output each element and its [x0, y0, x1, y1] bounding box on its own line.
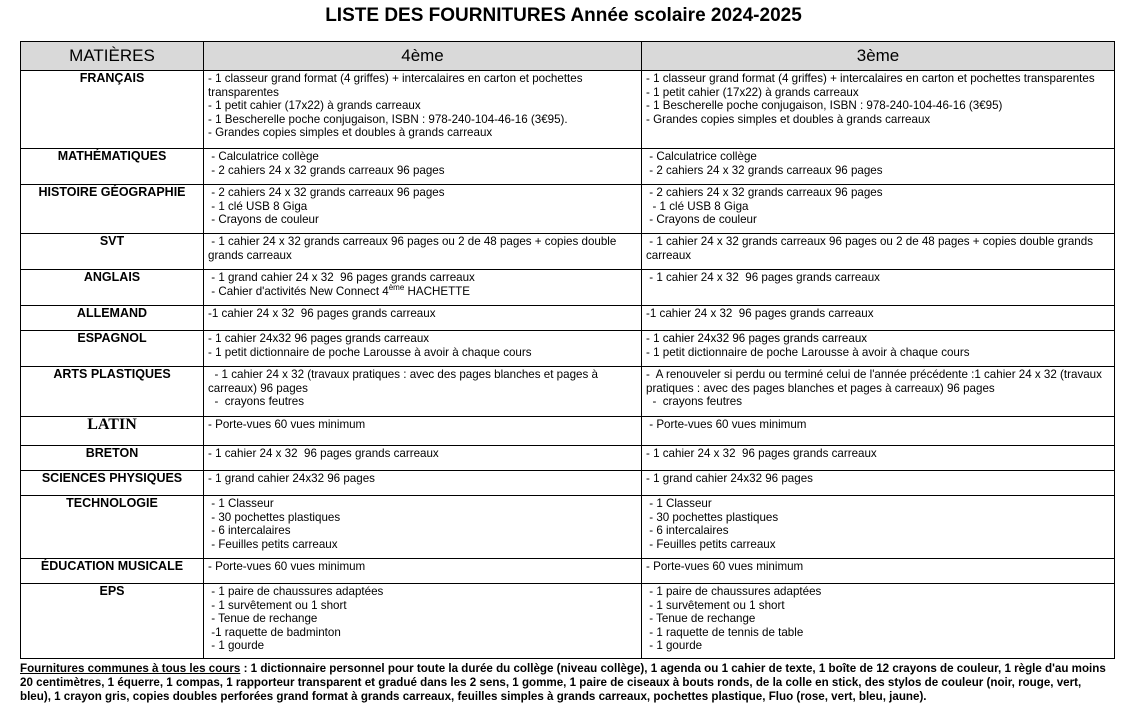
supply-line: - 1 grand cahier 24 x 32 96 pages grands carreaux [208, 271, 475, 284]
supplies-4eme-cell [204, 185, 642, 234]
supplies-3eme-cell [642, 185, 1115, 234]
subject-cell: ALLEMAND [21, 306, 204, 331]
supply-line: - 1 cahier 24 x 32 96 pages grands carreaux [646, 271, 880, 284]
supplies-3eme-cell [642, 149, 1115, 185]
supplies-3eme-cell [642, 270, 1115, 306]
supply-line: - 6 intercalaires [646, 524, 729, 538]
table-row [21, 496, 1115, 559]
supplies-4eme-cell [204, 417, 642, 446]
superscript-text: ème [388, 282, 405, 292]
supply-line: - 1 cahier 24 x 32 96 pages grands carreaux [646, 447, 877, 460]
supply-line: - 1 petit dictionnaire de poche Larousse à avoir à chaque cours [646, 345, 970, 359]
supplies-4eme-cell [204, 446, 642, 471]
table-row [21, 306, 1115, 331]
supply-line: - 1 Classeur [646, 497, 712, 510]
supply-line: - Crayons de couleur [646, 213, 757, 227]
subject-cell: EPS [21, 584, 204, 659]
supply-line: - Porte-vues 60 vues minimum [646, 560, 804, 573]
supply-line: - 1 clé USB 8 Giga [646, 199, 749, 213]
supply-line: - crayons feutres [646, 395, 743, 409]
common-supplies-note [20, 662, 1114, 704]
supplies-4eme-cell [204, 270, 642, 306]
supply-line: - 1 Bescherelle poche conjugaison, ISBN : 978-240-104-46-16 (3€95). [208, 112, 568, 126]
supply-line: - 1 cahier 24 x 32 96 pages grands carreaux [208, 447, 439, 460]
supplies-3eme-cell [642, 496, 1115, 559]
supplies-3eme-cell [642, 471, 1115, 496]
supply-line: - 1 survêtement ou 1 short [208, 598, 347, 612]
supply-line: - 1 survêtement ou 1 short [646, 598, 785, 612]
supply-line: - Feuilles petits carreaux [646, 537, 776, 551]
supply-line: - 1 petit cahier (17x22) à grands carreaux [646, 85, 859, 99]
supplies-3eme-cell [642, 584, 1115, 659]
supply-line: - 1 cahier 24x32 96 pages grands carreaux [208, 332, 430, 345]
table-row [21, 446, 1115, 471]
supplies-4eme-cell [204, 367, 642, 417]
supply-line: - Porte-vues 60 vues minimum [646, 418, 807, 431]
subject-cell: SCIENCES PHYSIQUES [21, 471, 204, 496]
supply-line: - 30 pochettes plastiques [208, 510, 341, 524]
table-row [21, 331, 1115, 367]
table-row [21, 149, 1115, 185]
supply-line: - 2 cahiers 24 x 32 grands carreaux 96 pages [646, 186, 883, 199]
header-4eme: 4ème [204, 42, 642, 71]
supplies-4eme-cell [204, 306, 642, 331]
supply-line: - 2 cahiers 24 x 32 grands carreaux 96 pages [646, 163, 883, 177]
supply-line: - Feuilles petits carreaux [208, 537, 338, 551]
table-row [21, 559, 1115, 584]
table-header-row [21, 42, 1115, 71]
supply-line: -1 raquette de badminton [208, 625, 341, 639]
supply-line: - 1 petit dictionnaire de poche Larousse à avoir à chaque cours [208, 345, 532, 359]
supply-line: - 1 cahier 24 x 32 grands carreaux 96 pages ou 2 de 48 pages + copies double grands carreaux [646, 235, 1097, 262]
supply-line: - 1 cahier 24 x 32 grands carreaux 96 pages ou 2 de 48 pages + copies double grands carreaux [208, 235, 620, 262]
supply-line: - 30 pochettes plastiques [646, 510, 779, 524]
supply-line: - Porte-vues 60 vues minimum [208, 560, 366, 573]
supplies-3eme-cell [642, 367, 1115, 417]
supply-line: - 1 clé USB 8 Giga [208, 199, 308, 213]
supply-line: - 1 paire de chaussures adaptées [646, 585, 822, 598]
supply-line: -1 cahier 24 x 32 96 pages grands carreaux [208, 307, 436, 320]
subject-cell: LATIN [21, 417, 204, 446]
supplies-3eme-cell [642, 331, 1115, 367]
subject-cell: FRANÇAIS [21, 71, 204, 149]
table-row [21, 185, 1115, 234]
supply-line: - Calculatrice collège [646, 150, 757, 163]
table-row [21, 471, 1115, 496]
subject-cell: ÉDUCATION MUSICALE [21, 559, 204, 584]
common-supplies-label: Fournitures communes à tous les cours [20, 662, 241, 675]
supply-line: - 2 cahiers 24 x 32 grands carreaux 96 pages [208, 186, 445, 199]
supplies-3eme-cell [642, 559, 1115, 584]
table-row [21, 584, 1115, 659]
supply-line: - 2 cahiers 24 x 32 grands carreaux 96 pages [208, 163, 445, 177]
supplies-3eme-cell [642, 71, 1115, 149]
supply-line: - 1 grand cahier 24x32 96 pages [208, 472, 375, 485]
table-row [21, 234, 1115, 270]
table-row [21, 270, 1115, 306]
supply-line: - Tenue de rechange [646, 612, 756, 626]
supply-line: - 1 gourde [208, 639, 265, 653]
supply-line: - 1 classeur grand format (4 griffes) + intercalaires en carton et pochettes transparentes [646, 72, 1095, 85]
subject-cell: SVT [21, 234, 204, 270]
supplies-4eme-cell [204, 471, 642, 496]
supply-line: - 1 Classeur [208, 497, 274, 510]
header-3eme: 3ème [642, 42, 1115, 71]
supply-line: - crayons feutres [208, 395, 305, 409]
supply-line: - 1 Bescherelle poche conjugaison, ISBN : 978-240-104-46-16 (3€95) [646, 99, 1003, 113]
supply-line: -1 cahier 24 x 32 96 pages grands carreaux [646, 307, 874, 320]
supplies-4eme-cell [204, 331, 642, 367]
page-title: LISTE DES FOURNITURES Année scolaire 2024-2025 [325, 5, 802, 26]
supplies-4eme-cell [204, 71, 642, 149]
subject-cell: ARTS PLASTIQUES [21, 367, 204, 417]
supply-line: - Calculatrice collège [208, 150, 319, 163]
supply-line: - 1 classeur grand format (4 griffes) + intercalaires en carton et pochettes transparentes [208, 72, 586, 99]
common-supplies-text: : 1 dictionnaire personnel pour toute la durée du collège (niveau collège), 1 agenda ou 1 cahier de texte, 1 boîte de 12 crayons de couleur, 1 règle d'au moins 20 centimètres, 1 équerre, 1 compas, 1 rapporteur transparent et gradué dans les 2 sens, 1 gomme, 1 paire de ciseaux à bouts ronds, de la colle en stick, des stylos de couleur (noir, rouge, vert, bleu), 1 crayon gris, copies doubles perforées grand format à grands carreaux, feuilles simples à grands carreaux, pochettes plastique, Fluo (rose, vert, bleu, jaune). [20, 662, 1106, 703]
supply-line: - A renouveler si perdu ou terminé celui de l'année précédente :1 cahier 24 x 32 (travaux pratiques : avec des pages blanches et pages à carreaux) 96 pages [646, 368, 1106, 395]
supplies-4eme-cell [204, 584, 642, 659]
supply-line: - Grandes copies simples et doubles à grands carreaux [208, 126, 493, 140]
supply-line: - 1 cahier 24 x 32 (travaux pratiques : avec des pages blanches et pages à carreaux) 96 pages [208, 368, 602, 395]
supply-line: - 1 paire de chaussures adaptées [208, 585, 384, 598]
supplies-3eme-cell [642, 234, 1115, 270]
supply-line: - 1 grand cahier 24x32 96 pages [646, 472, 813, 485]
supply-line: - Crayons de couleur [208, 213, 319, 227]
supplies-table [20, 41, 1115, 659]
subject-cell: MATHÉMATIQUES [21, 149, 204, 185]
supply-text: - Cahier d'activités New Connect 4 [208, 284, 389, 298]
supplies-4eme-cell [204, 559, 642, 584]
supply-line: - Grandes copies simples et doubles à grands carreaux [646, 112, 931, 126]
subject-cell: ANGLAIS [21, 270, 204, 306]
supply-line: - Porte-vues 60 vues minimum [208, 418, 366, 431]
supply-line: - 1 raquette de tennis de table [646, 625, 804, 639]
table-row [21, 367, 1115, 417]
supply-line: - 1 petit cahier (17x22) à grands carreaux [208, 99, 421, 113]
supply-line [208, 282, 637, 299]
supplies-3eme-cell [642, 306, 1115, 331]
table-row [21, 417, 1115, 446]
supplies-4eme-cell [204, 234, 642, 270]
table-row [21, 71, 1115, 149]
supply-line: - Tenue de rechange [208, 612, 318, 626]
supplies-4eme-cell [204, 149, 642, 185]
supplies-4eme-cell [204, 496, 642, 559]
subject-cell: BRETON [21, 446, 204, 471]
subject-cell: ESPAGNOL [21, 331, 204, 367]
supply-line: - 1 gourde [646, 639, 703, 653]
supply-text: HACHETTE [404, 284, 470, 298]
subject-cell: TECHNOLOGIE [21, 496, 204, 559]
supplies-3eme-cell [642, 417, 1115, 446]
supply-line: - 6 intercalaires [208, 524, 291, 538]
supplies-3eme-cell [642, 446, 1115, 471]
supply-line: - 1 cahier 24x32 96 pages grands carreaux [646, 332, 868, 345]
header-subjects: MATIÈRES [21, 42, 204, 71]
subject-cell: HISTOIRE GÉOGRAPHIE [21, 185, 204, 234]
